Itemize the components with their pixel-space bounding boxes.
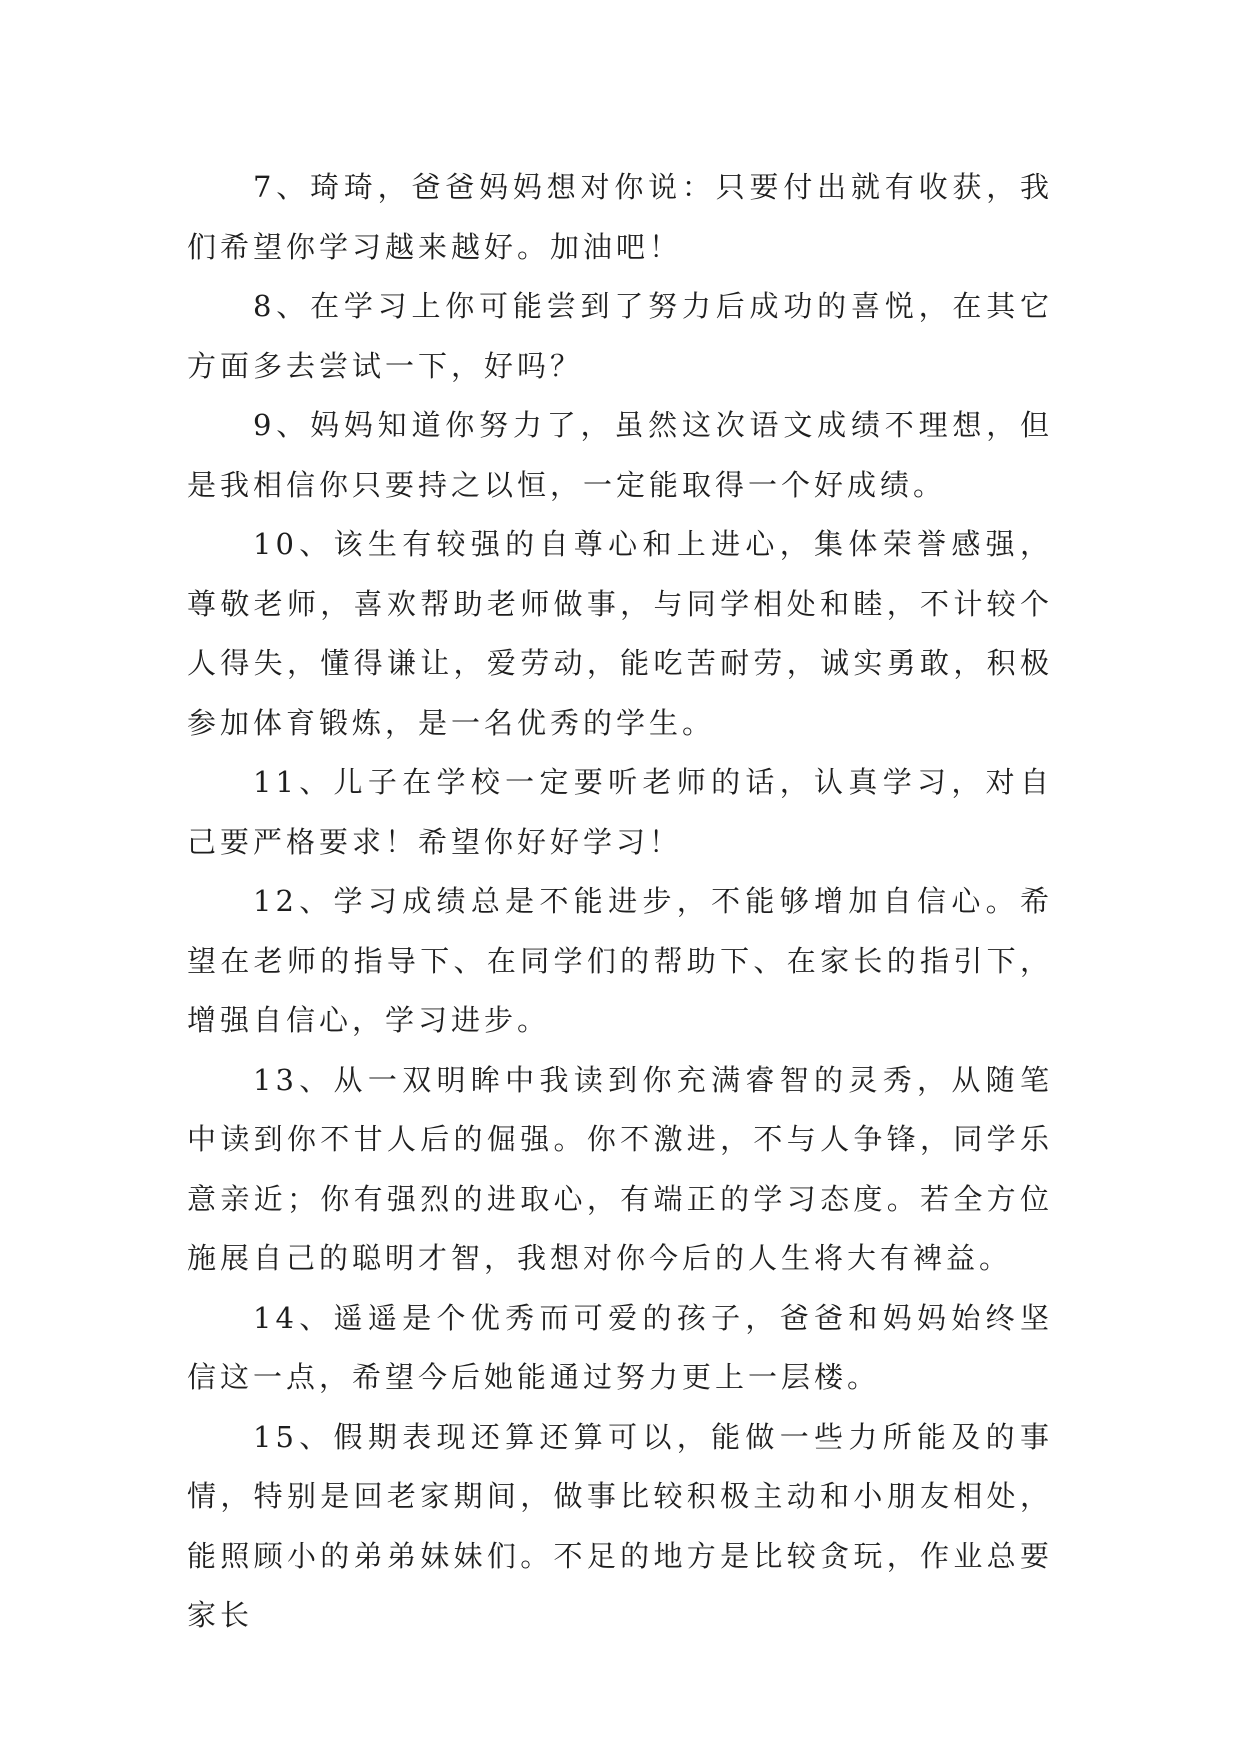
paragraph-11: 11、儿子在学校一定要听老师的话，认真学习，对自己要严格要求！希望你好好学习！ [187,765,1053,859]
paragraph-14: 14、遥遥是个优秀而可爱的孩子，爸爸和妈妈始终坚信这一点，希望今后她能通过努力更上一层楼。 [187,1300,1053,1394]
document-body [187,158,1053,1646]
paragraph-10: 10、该生有较强的自尊心和上进心，集体荣誉感强，尊敬老师，喜欢帮助老师做事，与同学相处和睦，不计较个人得失，懂得谦让，爱劳动，能吃苦耐劳，诚实勇敢，积极参加体育锻炼，是一名优秀的学生。 [187,527,1053,740]
paragraph-9: 9、妈妈知道你努力了，虽然这次语文成绩不理想，但是我相信你只要持之以恒，一定能取得一个好成绩。 [187,408,1053,502]
paragraph-7: 7、琦琦，爸爸妈妈想对你说：只要付出就有收获，我们希望你学习越来越好。加油吧！ [187,170,1053,264]
paragraph-15: 15、假期表现还算还算可以，能做一些力所能及的事情，特别是回老家期间，做事比较积极主动和小朋友相处，能照顾小的弟弟妹妹们。不足的地方是比较贪玩，作业总要家长 [187,1419,1053,1632]
paragraph-12: 12、学习成绩总是不能进步，不能够增加自信心。希望在老师的指导下、在同学们的帮助下、在家长的指引下，增强自信心，学习进步。 [187,884,1053,1037]
paragraph-13: 13、从一双明眸中我读到你充满睿智的灵秀，从随笔中读到你不甘人后的倔强。你不激进，不与人争锋，同学乐意亲近；你有强烈的进取心，有端正的学习态度。若全方位施展自己的聪明才智，我想对你今后的人生将大有裨益。 [187,1062,1053,1275]
paragraph-8: 8、在学习上你可能尝到了努力后成功的喜悦，在其它方面多去尝试一下，好吗？ [187,289,1053,383]
